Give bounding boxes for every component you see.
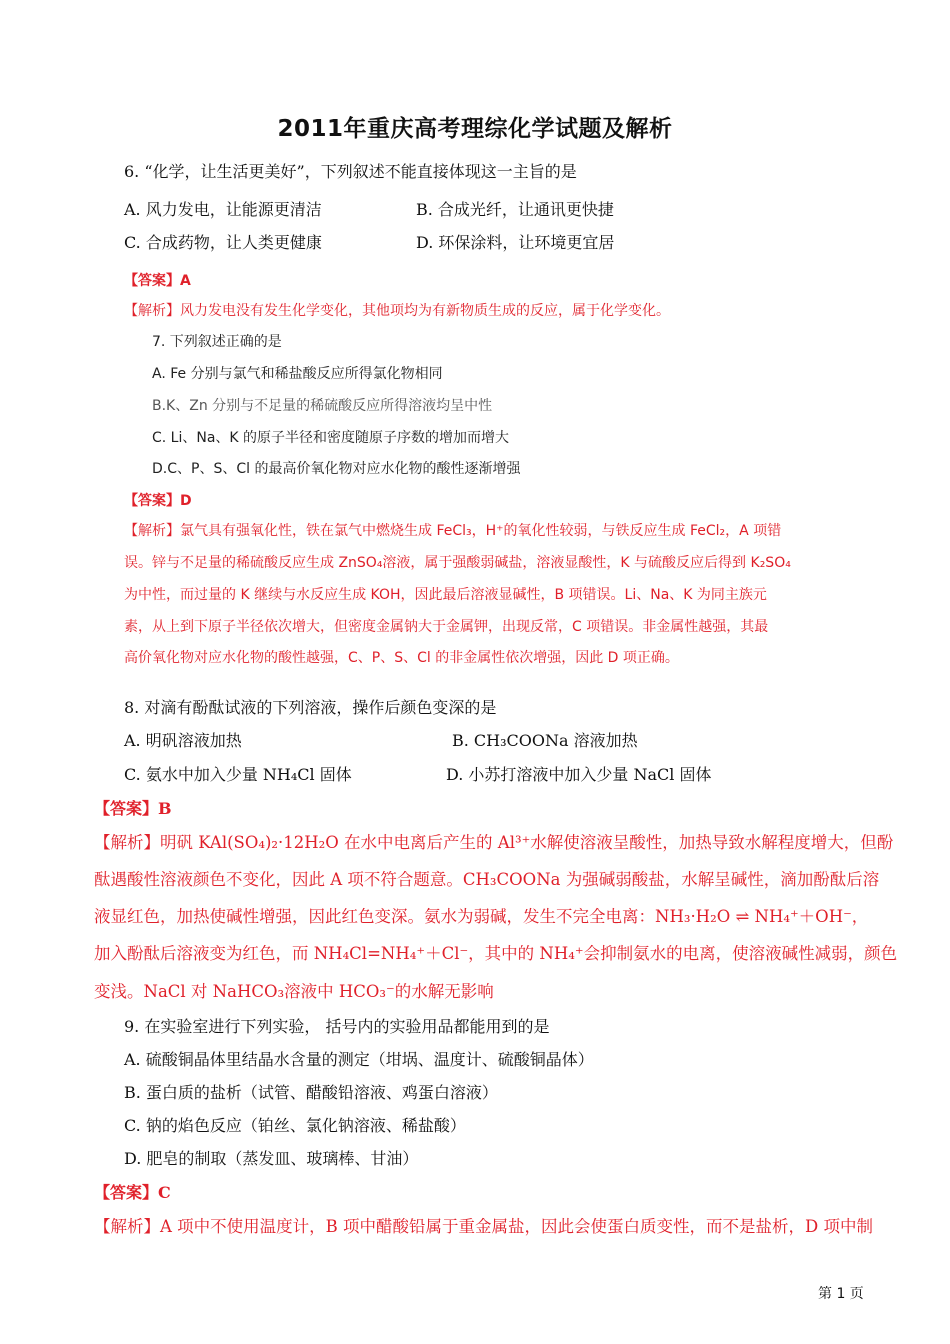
q6-stem: 6. “化学，让生活更美好”，下列叙述不能直接体现这一主旨的是 [124,162,577,181]
q9-option-d: D. 肥皂的制取（蒸发皿、玻璃棒、甘油） [124,1149,419,1168]
q8-option-c: C. 氨水中加入少量 NH₄Cl 固体 [124,765,352,784]
q9-option-c: C. 钠的焰色反应（铂丝、氯化钠溶液、稀盐酸） [124,1116,466,1135]
q6-option-c: C. 合成药物，让人类更健康 [124,233,322,252]
q8-option-b: B. CH₃COONa 溶液加热 [452,731,638,750]
q8-analysis-line: 【解析】明矾 KAl(SO₄)₂·12H₂O 在水中电离后产生的 Al³⁺水解使溶液呈酸性，加热导致水解程度增大，但酚 [94,833,894,852]
q7-analysis-line: 【解析】氯气具有强氧化性，铁在氯气中燃烧生成 FeCl₃，H⁺的氧化性较弱，与铁反应生成 FeCl₂，A 项错 [124,523,782,539]
page-number: 第 1 页 [818,1286,864,1302]
q8-analysis-line: 酞遇酸性溶液颜色不变化，因此 A 项不符合题意。CH₃COONa 为强碱弱酸盐，水解呈碱性，滴加酚酞后溶 [94,870,880,889]
q6-option-d: D. 环保涂料，让环境更宜居 [416,233,615,252]
q8-option-a: A. 明矾溶液加热 [124,731,242,750]
q9-analysis: 【解析】A 项中不使用温度计，B 项中醋酸铅属于重金属盐，因此会使蛋白质变性，而不是盐析，D 项中制 [94,1217,874,1236]
q8-analysis-line: 液显红色，加热使碱性增强，因此红色变深。氨水为弱碱，发生不完全电离：NH₃·H₂O ⇌ NH₄⁺＋OH⁻， [94,907,869,926]
q9-option-b: B. 蛋白质的盐析（试管、醋酸铅溶液、鸡蛋白溶液） [124,1083,498,1102]
q6-option-b: B. 合成光纤，让通讯更快捷 [416,200,614,219]
page-title: 2011年重庆高考理综化学试题及解析 [277,116,673,142]
q6-answer: 【答案】A [124,273,191,289]
q7-option-a: A. Fe 分别与氯气和稀盐酸反应所得氯化物相同 [152,366,443,382]
q8-option-d: D. 小苏打溶液中加入少量 NaCl 固体 [446,765,712,784]
q8-stem: 8. 对滴有酚酞试液的下列溶液，操作后颜色变深的是 [124,698,497,717]
q9-option-a: A. 硫酸铜晶体里结晶水含量的测定（坩埚、温度计、硫酸铜晶体） [124,1050,594,1069]
q9-answer: 【答案】C [94,1183,171,1202]
q7-analysis-line: 为中性，而过量的 K 继续与水反应生成 KOH，因此最后溶液显碱性，B 项错误。Li、Na、K 为同主族元 [124,587,767,603]
q7-answer: 【答案】D [124,493,192,509]
q7-option-c: C. Li、Na、K 的原子半径和密度随原子序数的增加而增大 [152,430,510,446]
q7-option-b: B.K、Zn 分别与不足量的稀硫酸反应所得溶液均呈中性 [152,398,493,414]
q7-analysis-line: 误。锌与不足量的稀硫酸反应生成 ZnSO₄溶液，属于强酸弱碱盐，溶液显酸性，K 与硫酸反应后得到 K₂SO₄ [124,555,791,571]
q6-analysis: 【解析】风力发电没有发生化学变化，其他项均为有新物质生成的反应，属于化学变化。 [124,303,670,319]
q8-answer: 【答案】B [94,799,172,818]
q7-analysis-line: 高价氧化物对应水化物的酸性越强，C、P、S、Cl 的非金属性依次增强，因此 D 项正确。 [124,650,679,666]
q7-stem: 7. 下列叙述正确的是 [152,334,282,350]
q7-analysis-line: 素，从上到下原子半径依次增大，但密度金属钠大于金属钾，出现反常，C 项错误。非金属性越强，其最 [124,619,769,635]
q8-analysis-line: 变浅。NaCl 对 NaHCO₃溶液中 HCO₃⁻的水解无影响 [94,982,494,1001]
q8-analysis-line: 加入酚酞后溶液变为红色，而 NH₄Cl=NH₄⁺＋Cl⁻，其中的 NH₄⁺会抑制氨水的电离，使溶液碱性减弱，颜色 [94,944,898,963]
q9-stem: 9. 在实验室进行下列实验， 括号内的实验用品都能用到的是 [124,1017,550,1036]
q7-option-d: D.C、P、S、Cl 的最高价氧化物对应水化物的酸性逐渐增强 [152,461,521,477]
q6-option-a: A. 风力发电，让能源更清洁 [124,200,322,219]
